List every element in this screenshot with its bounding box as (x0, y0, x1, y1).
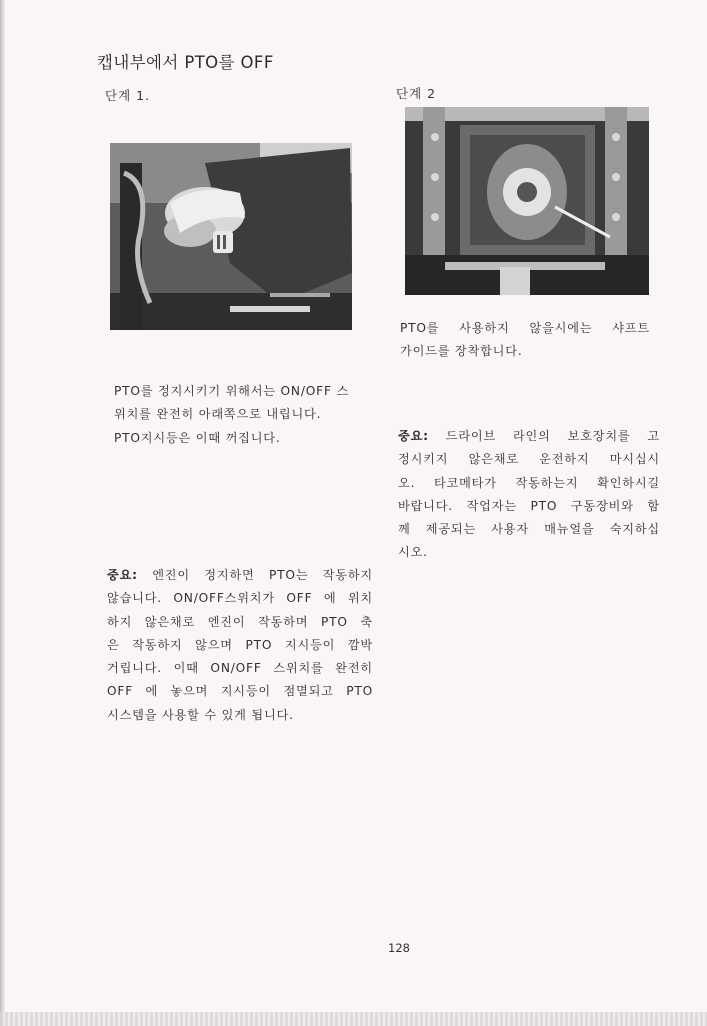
text-line: 않습니다. ON/OFF스위치가 OFF 에 위치 (107, 591, 373, 606)
text-line (398, 425, 660, 448)
page-number: 128 (388, 941, 410, 955)
text-line: 정시키지 않은채로 운전하지 마시십시 (398, 452, 660, 467)
step1-text (114, 380, 370, 450)
text-line: 하지 않은채로 엔진이 작동하며 PTO 축 (107, 614, 373, 629)
step2-caption (400, 317, 650, 364)
important-note-step1 (107, 564, 373, 727)
step1-label: 단계 1. (105, 88, 151, 103)
text-line: 시오. (398, 545, 428, 560)
text-line (107, 564, 373, 587)
text-line: 시스템을 사용할 수 있게 됩니다. (107, 707, 294, 722)
text-line: 께 제공되는 사용자 매뉴얼을 숙지하십 (398, 522, 660, 537)
text-fragment: 드라이브 라인의 보호장치를 고 (428, 429, 660, 443)
step2-label: 단계 2 (396, 86, 437, 101)
text-line: 오. 타코메타가 작동하는지 확인하시길 (398, 475, 660, 490)
text-line: OFF 에 놓으며 지시등이 점멸되고 PTO (107, 684, 373, 699)
important-label: 중요: (107, 568, 138, 582)
text-fragment: 엔진이 정지하면 PTO는 작동하지 (137, 568, 373, 582)
photo-shaft-guide (405, 107, 649, 295)
page-edge (0, 1012, 707, 1026)
page-title: 캡내부에서 PTO를 OFF (97, 53, 274, 72)
important-label: 중요: (398, 429, 429, 443)
text-line: 위치를 완전히 아래쪽으로 내립니다. (114, 407, 322, 422)
important-note-step2 (398, 425, 660, 565)
text-line: 바랍니다. 작업자는 PTO 구동장비와 함 (398, 498, 660, 513)
photo-pto-switch (110, 143, 352, 330)
page-edge (0, 0, 5, 1026)
text-line: PTO를 사용하지 않을시에는 샤프트 (400, 321, 650, 335)
text-line: PTO지시등은 이때 꺼집니다. (114, 430, 281, 445)
text-line: PTO를 정지시키기 위해서는 ON/OFF 스 (114, 384, 350, 398)
text-line: 가이드를 장착합니다. (400, 344, 523, 359)
text-line: 거립니다. 이때 ON/OFF 스위치를 완전히 (107, 661, 373, 676)
text-line: 은 작동하지 않으며 PTO 지시등이 깜박 (107, 637, 373, 652)
